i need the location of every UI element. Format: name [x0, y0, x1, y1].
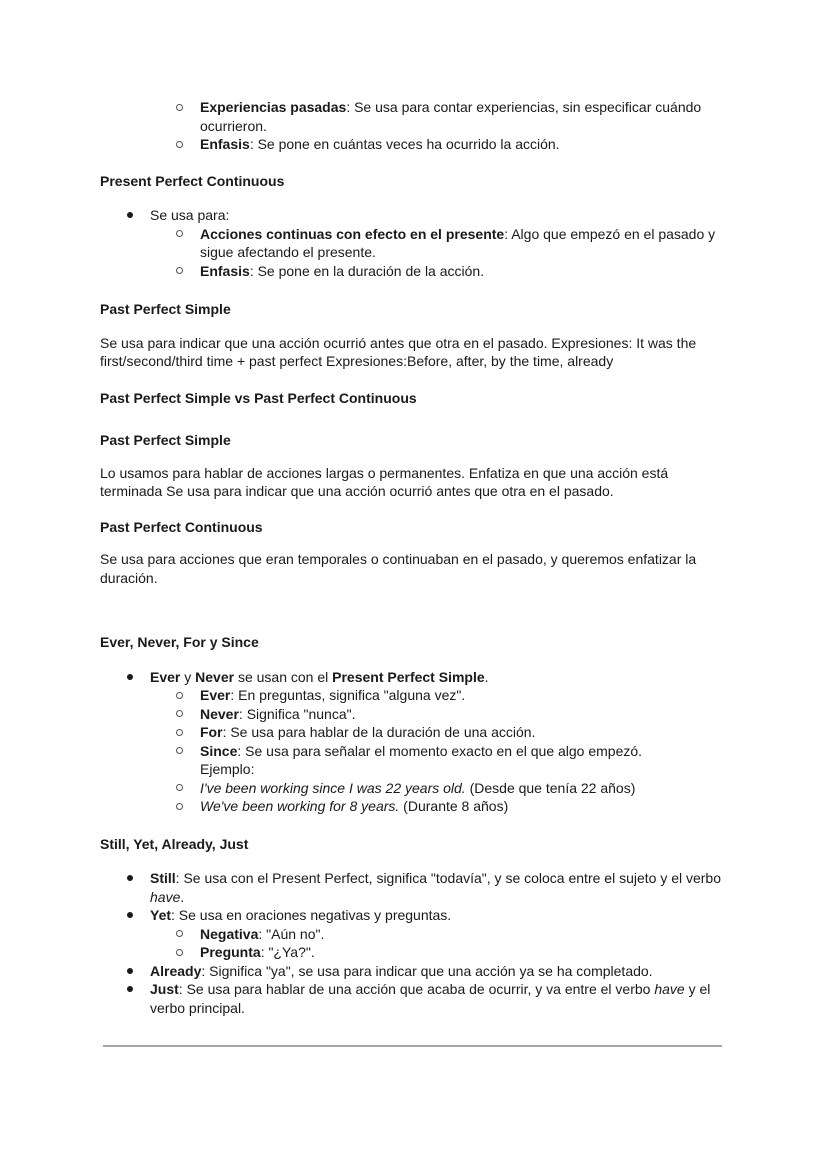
term: Negativa [200, 925, 259, 942]
pp-simple-uses-list [100, 98, 725, 154]
bullet-icon [125, 869, 135, 888]
text: y el verbo principal. [150, 981, 711, 1016]
term: Yet [150, 907, 172, 923]
bullet-icon [125, 906, 135, 925]
section-heading: Present Perfect Continuous [100, 172, 285, 189]
bullet-icon [125, 206, 135, 225]
paragraph: Se usa para indicar que una acción ocurrió antes que otra en el pasado. Expresiones: It was the first/second/third time + past perfect Expresiones:Before, after, by the time, already [100, 334, 697, 369]
hollow-bullet-icon [174, 225, 184, 244]
definition: : Algo que empezó en el pasado y sigue afectando el presente. [200, 225, 716, 260]
hollow-bullet-icon [174, 779, 184, 798]
list-item [100, 225, 725, 262]
bullet-icon [125, 980, 135, 999]
term: Ever [150, 668, 181, 685]
term: Never [200, 705, 239, 722]
hollow-bullet-icon [174, 742, 184, 761]
italic-word: have [654, 981, 685, 997]
hollow-bullet-icon [174, 925, 184, 944]
subsection-heading: Past Perfect Simple [100, 432, 231, 448]
text: . [180, 888, 185, 905]
hollow-bullet-icon [174, 797, 184, 816]
section-heading: Still, Yet, Already, Just [100, 835, 249, 852]
term: Still [150, 870, 176, 886]
bullet-icon [125, 962, 135, 981]
term: Since [200, 742, 238, 759]
term: Experiencias pasadas [200, 99, 347, 115]
term: Ever [200, 687, 231, 703]
hollow-bullet-icon [174, 262, 184, 281]
hollow-bullet-icon [174, 723, 184, 742]
section-heading: Past Perfect Simple [100, 301, 231, 317]
list-item [100, 962, 725, 981]
definition: : En preguntas, significa "alguna vez". [230, 687, 466, 703]
list-item [100, 925, 725, 944]
list-item [100, 980, 725, 1017]
list-item [100, 262, 725, 281]
definition: : "¿Ya?". [260, 944, 315, 960]
term: Never [195, 668, 235, 685]
definition: : Se usa para hablar de la duración de una acción. [222, 724, 536, 740]
horizontal-rule [103, 1045, 722, 1047]
example-sentence: We've been working for 8 years. [200, 798, 400, 814]
definition: : Significa "nunca". [238, 705, 356, 722]
section-heading: Ever, Never, For y Since [100, 634, 259, 650]
list-item [100, 668, 725, 687]
translation: (Durante 8 años) [399, 798, 509, 814]
list-item [100, 686, 725, 705]
definition: : Se usa en oraciones negativas y preguntas. [171, 907, 452, 923]
still-yet-list [100, 869, 725, 1017]
list-item [100, 98, 725, 135]
definition: : "Aún no". [258, 925, 325, 942]
list-item [100, 723, 725, 742]
definition: : Se usa para hablar de una acción que acaba de ocurrir, y va entre el verbo [178, 981, 655, 997]
example-sentence: I've been working since I was 22 years old. [200, 779, 466, 796]
translation: (Desde que tenía 22 años) [465, 779, 636, 796]
list-item [100, 943, 725, 962]
list-item [100, 705, 725, 724]
hollow-bullet-icon [174, 135, 184, 154]
term: Pregunta [200, 944, 261, 960]
text: . [484, 668, 489, 685]
definition: : Se pone en cuántas veces ha ocurrido la acción. [249, 136, 560, 152]
pp-continuous-list [100, 206, 725, 280]
hollow-bullet-icon [174, 98, 184, 117]
list-item [100, 779, 725, 798]
text: y [180, 668, 196, 685]
list-item [100, 869, 725, 906]
definition: : Se usa para contar experiencias, sin especificar cuándo ocurrieron. [200, 99, 702, 134]
term: Present Perfect Simple [332, 668, 485, 685]
subsection-heading: Past Perfect Continuous [100, 518, 263, 535]
term: Enfasis [200, 136, 250, 152]
hollow-bullet-icon [174, 943, 184, 962]
italic-word: have [150, 888, 181, 905]
term: Enfasis [200, 262, 250, 279]
term: For [200, 724, 223, 740]
list-item [100, 206, 725, 225]
hollow-bullet-icon [174, 686, 184, 705]
paragraph: Lo usamos para hablar de acciones largas o permanentes. Enfatiza en que una acción está terminada Se usa para indicar que una acción ocurrió antes que otra en el pasado. [100, 464, 669, 499]
ever-never-list [100, 668, 725, 816]
list-item [100, 797, 725, 816]
term: Acciones continuas con efecto en el presente [200, 225, 505, 242]
definition: : Se usa con el Present Perfect, significa "todavía", y se coloca entre el sujeto y el verbo [175, 870, 722, 886]
section-heading: Past Perfect Simple vs Past Perfect Continuous [100, 389, 417, 406]
definition: : Se pone en la duración de la acción. [249, 262, 485, 279]
bullet-icon [125, 668, 135, 687]
term: Just [150, 981, 179, 997]
bullet-text: Se usa para: [150, 207, 230, 223]
hollow-bullet-icon [174, 705, 184, 724]
list-item [100, 742, 725, 779]
document-page [100, 98, 725, 1017]
definition: : Significa "ya", se usa para indicar que una acción ya se ha completado. [201, 962, 653, 979]
definition: : Se usa para señalar el momento exacto en el que algo empezó. Ejemplo: [200, 742, 643, 777]
paragraph: Se usa para acciones que eran temporales o continuaban en el pasado, y queremos enfatizar la duración. [100, 551, 697, 586]
text: se usan con el [234, 668, 333, 685]
list-item [100, 906, 725, 925]
list-item [100, 135, 725, 154]
term: Already [150, 962, 202, 979]
